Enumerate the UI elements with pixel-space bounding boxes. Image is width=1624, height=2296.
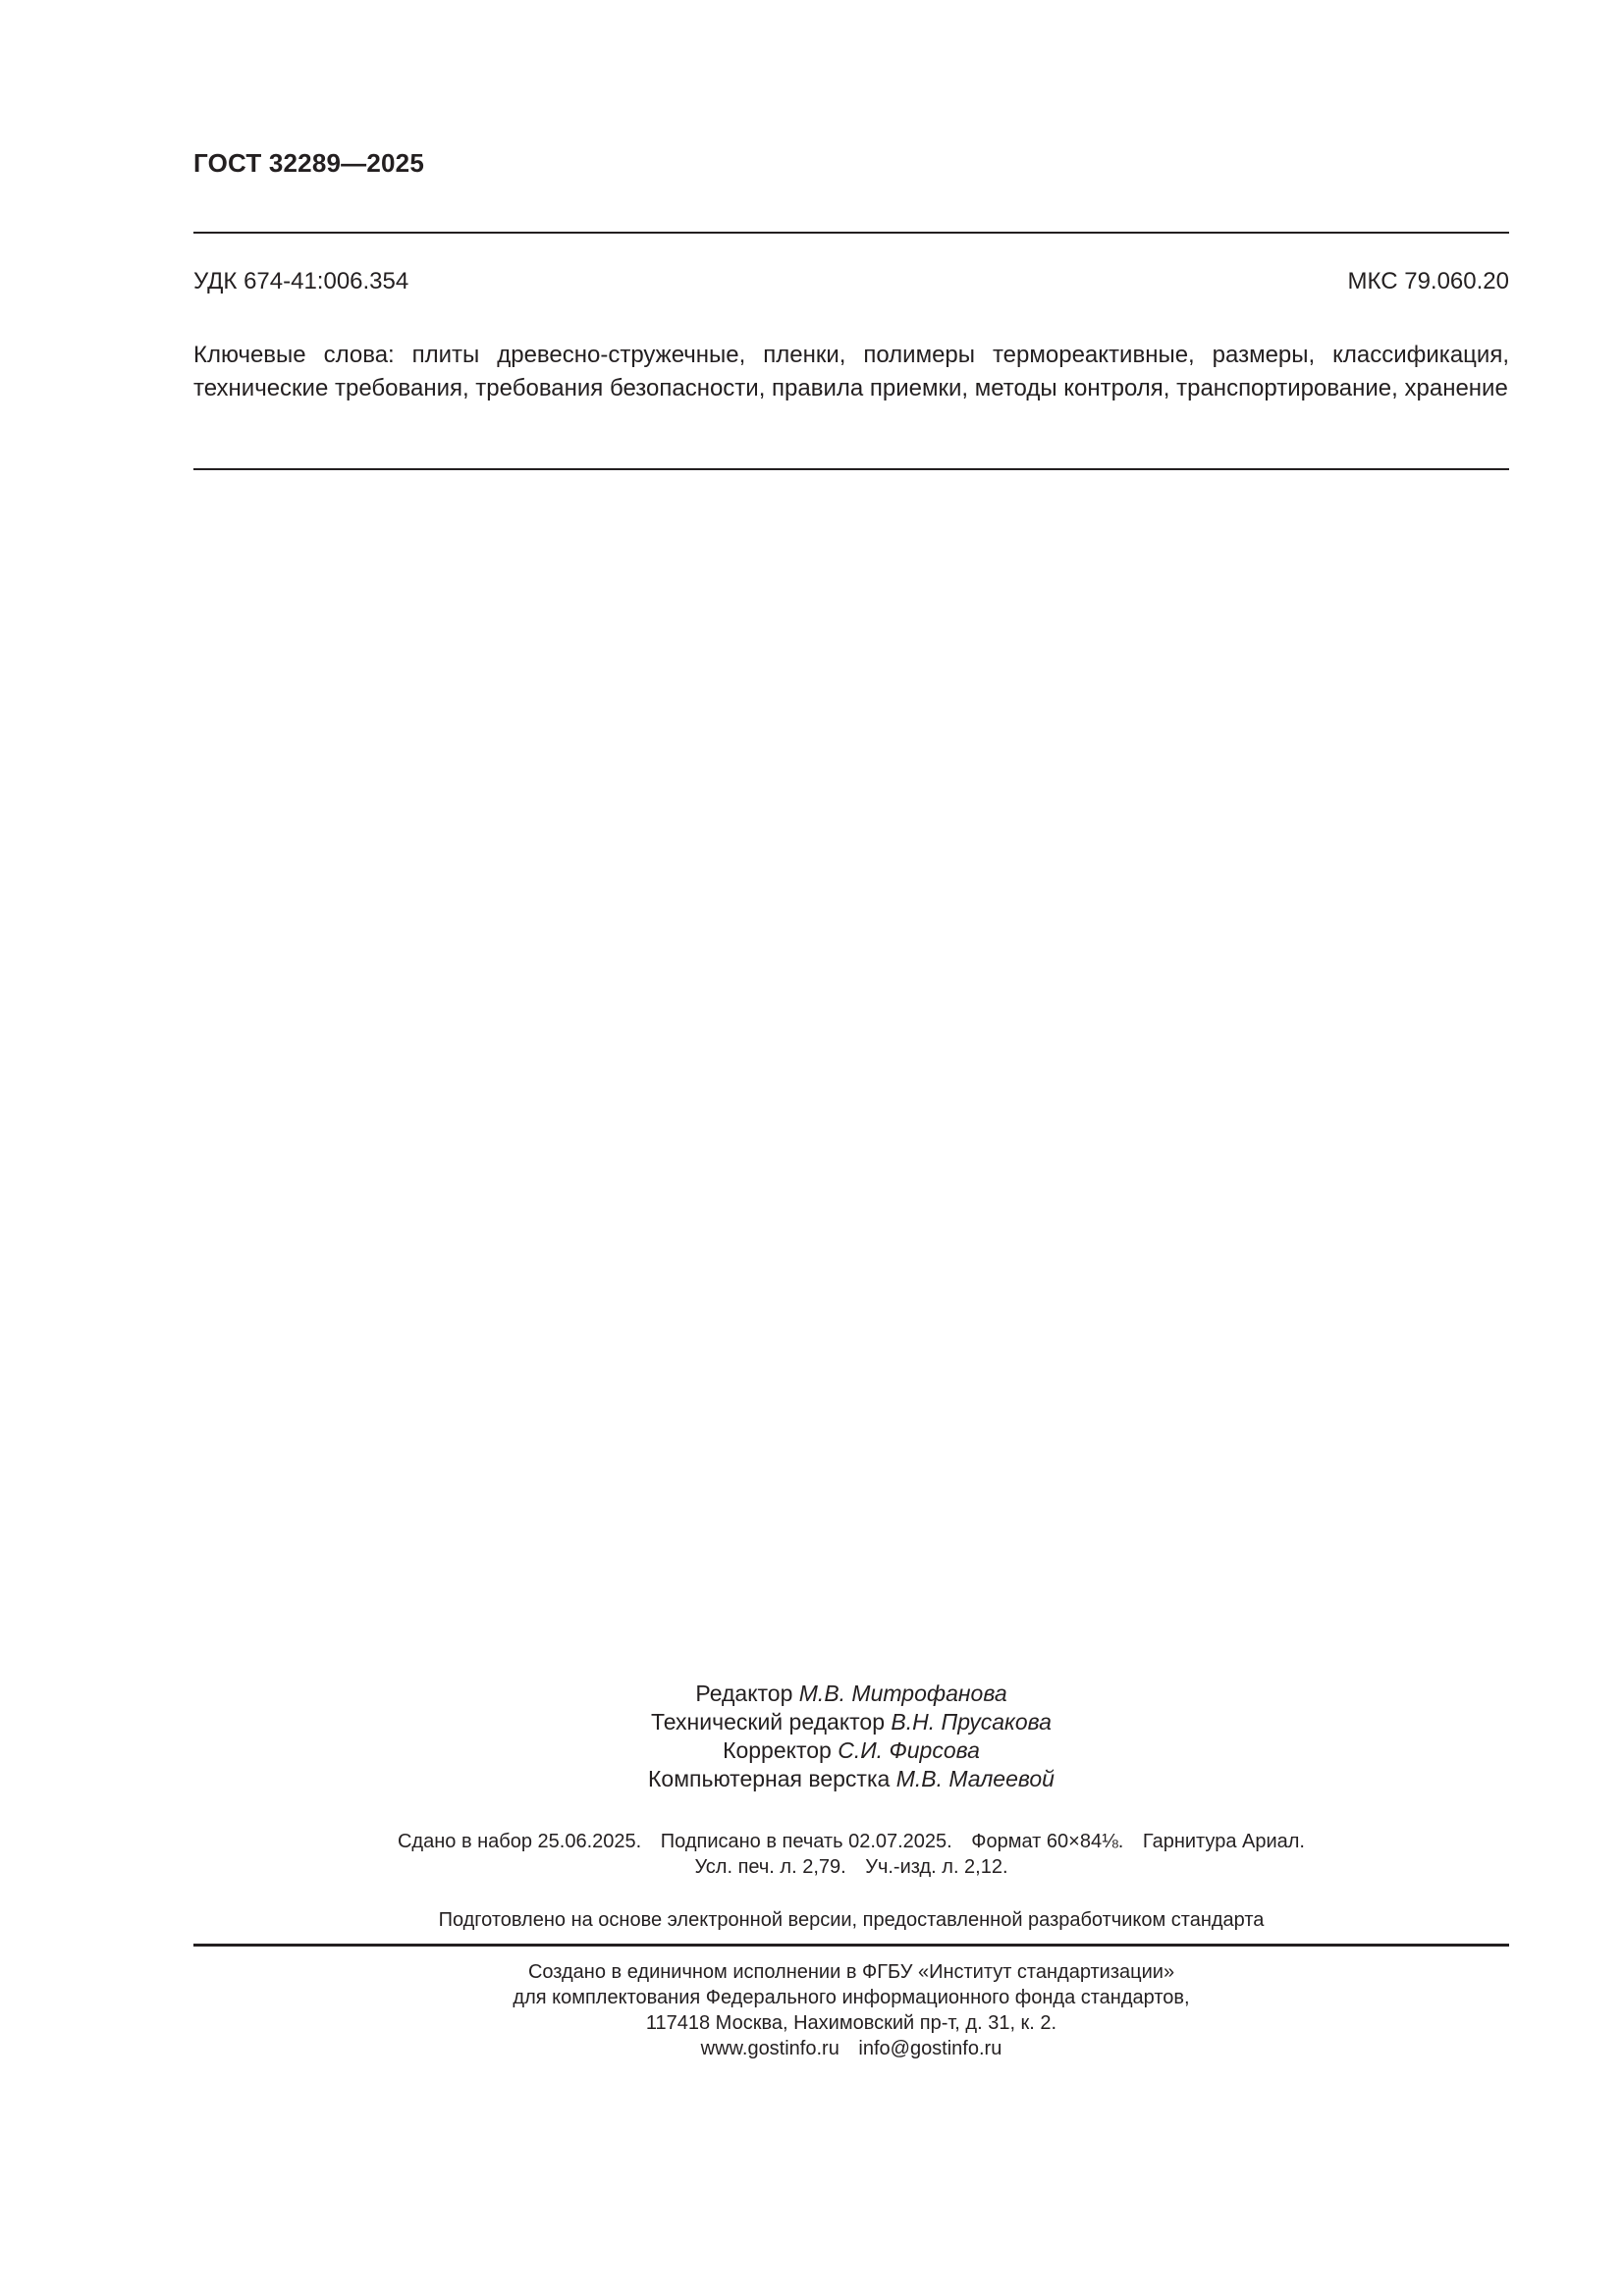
- divider-keywords: [193, 468, 1509, 470]
- credit-layout: [193, 1765, 1509, 1793]
- publisher-address: 117418 Москва, Нахимовский пр-т, д. 31, к. 2.: [645, 2012, 1057, 2034]
- signed-date: Подписано в печать 02.07.2025.: [660, 1831, 952, 1852]
- publisher-line-2: для комплектования Федерального информационного фонда стандартов,: [513, 1987, 1190, 2008]
- credit-role: Корректор: [723, 1737, 832, 1763]
- credit-editor: [193, 1680, 1509, 1708]
- document-title: ГОСТ 32289—2025: [193, 148, 424, 178]
- print-info-block: [193, 1829, 1509, 1880]
- print-info-line-2: [193, 1854, 1509, 1880]
- website-link[interactable]: www.gostinfo.ru: [700, 2038, 839, 2059]
- credit-proofreader: [193, 1736, 1509, 1765]
- publisher-line-1: Создано в единичном исполнении в ФГБУ «Институт стандартизации»: [527, 1961, 1175, 1983]
- publisher-block: [193, 1959, 1509, 2061]
- credit-role: Технический редактор: [651, 1709, 886, 1735]
- print-sheets: Усл. печ. л. 2,79.: [694, 1856, 846, 1878]
- prepared-note: Подготовлено на основе электронной версии, предоставленной разработчиком стандарта: [438, 1909, 1265, 1931]
- email-link[interactable]: info@gostinfo.ru: [858, 2038, 1002, 2059]
- credit-name: В.Н. Прусакова: [891, 1709, 1052, 1735]
- credit-name: М.В. Малеевой: [895, 1766, 1055, 1791]
- credit-role: Компьютерная верстка: [648, 1766, 891, 1791]
- typeface: Гарнитура Ариал.: [1142, 1831, 1305, 1852]
- credits-block: [193, 1680, 1509, 1793]
- divider-top: [193, 232, 1509, 234]
- credit-technical-editor: [193, 1708, 1509, 1736]
- credit-name: М.В. Митрофанова: [798, 1681, 1007, 1706]
- classification-row: [193, 268, 1509, 295]
- mks-code: МКС 79.060.20: [1347, 268, 1509, 294]
- divider-bottom: [193, 1944, 1509, 1947]
- credit-name: С.И. Фирсова: [838, 1737, 980, 1763]
- submitted-date: Сдано в набор 25.06.2025.: [397, 1831, 642, 1852]
- paper-format: Формат 60×84⅛.: [971, 1831, 1124, 1852]
- udk-code: УДК 674-41:006.354: [193, 268, 409, 294]
- publisher-contacts: [193, 2036, 1509, 2061]
- credit-role: Редактор: [695, 1681, 793, 1706]
- print-info-line-1: [193, 1829, 1509, 1854]
- publisher-sheets: Уч.-изд. л. 2,12.: [865, 1856, 1008, 1878]
- keywords-paragraph: Ключевые слова: плиты древесно-стружечные, пленки, полимеры термореактивные, размеры, классификация, технические требования, требования безопасности, правила приемки, методы контроля, транспортирование, хранение: [193, 342, 1509, 401]
